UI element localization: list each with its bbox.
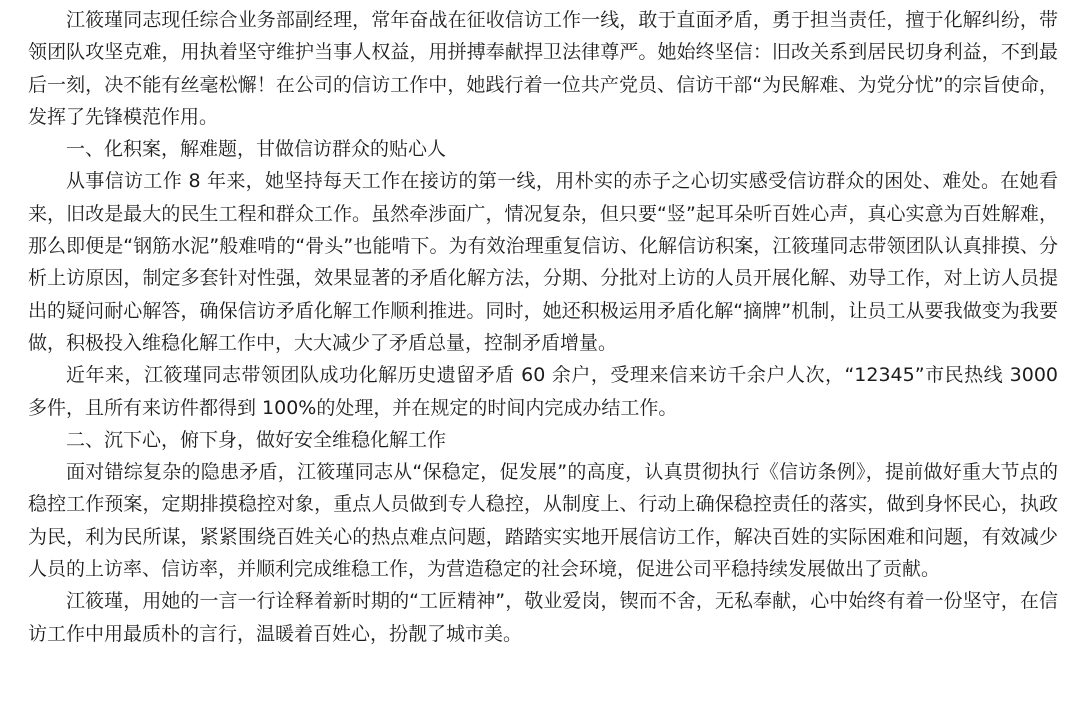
document-body [28,4,1058,650]
closing-paragraph: 江筱瑾，用她的一言一行诠释着新时期的“工匠精神”，敬业爱岗，锲而不舍，无私奉献，心中始终有着一份坚守，在信访工作中用最质朴的言行，温暖着百姓心，扮靓了城市美。 [28,590,1058,645]
section-1-paragraph-1: 从事信访工作 8 年来，她坚持每天工作在接访的第一线，用朴实的赤子之心切实感受信访群众的困处、难处。在她看来，旧改是最大的民生工程和群众工作。虽然牵涉面广，情况复杂，但只要“竖”起耳朵听百姓心声，真心实意为百姓解难，那么即便是“钢筋水泥”般难啃的“骨头”也能啃下。为有效治理重复信访、化解信访积案，江筱瑾同志带领团队认真排摸、分析上访原因，制定多套针对性强，效果显著的矛盾化解方法，分期、分批对上访的人员开展化解、劝导工作，对上访人员提出的疑问耐心解答，确保信访矛盾化解工作顺利推进。同时，她还积极运用矛盾化解“摘牌”机制，让员工从要我做变为我要做，积极投入维稳化解工作中，大大减少了矛盾总量，控制矛盾增量。 [28,170,1058,354]
section-2-paragraph-1: 面对错综复杂的隐患矛盾，江筱瑾同志从“保稳定，促发展”的高度，认真贯彻执行《信访条例》，提前做好重大节点的稳控工作预案，定期排摸稳控对象，重点人员做到专人稳控，从制度上、行动上确保稳控责任的落实，做到身怀民心，执政为民，利为民所谋，紧紧围绕百姓关心的热点难点问题，踏踏实实地开展信访工作，解决百姓的实际困难和问题，有效减少人员的上访率、信访率，并顺利完成维稳工作，为营造稳定的社会环境，促进公司平稳持续发展做出了贡献。 [28,461,1058,581]
intro-paragraph: 江筱瑾同志现任综合业务部副经理，常年奋战在征收信访工作一线，敢于直面矛盾，勇于担当责任，擅于化解纠纷，带领团队攻坚克难，用执着坚守维护当事人权益，用拼搏奉献捍卫法律尊严。她始终坚信：旧改关系到居民切身利益，不到最后一刻，决不能有丝毫松懈！在公司的信访工作中，她践行着一位共产党员、信访干部“为民解难、为党分忧”的宗旨使命，发挥了先锋模范作用。 [28,9,1058,128]
section-1-paragraph-2: 近年来，江筱瑾同志带领团队成功化解历史遗留矛盾 60 余户，受理来信来访千余户人次，“12345”市民热线 3000 多件，且所有来访件都得到 100%的处理，并在规定的时间内完成办结工作。 [28,364,1058,419]
section-heading-1: 一、化积案，解难题，甘做信访群众的贴心人 [66,138,447,161]
section-heading-2: 二、沉下心，俯下身，做好安全维稳化解工作 [66,428,447,451]
